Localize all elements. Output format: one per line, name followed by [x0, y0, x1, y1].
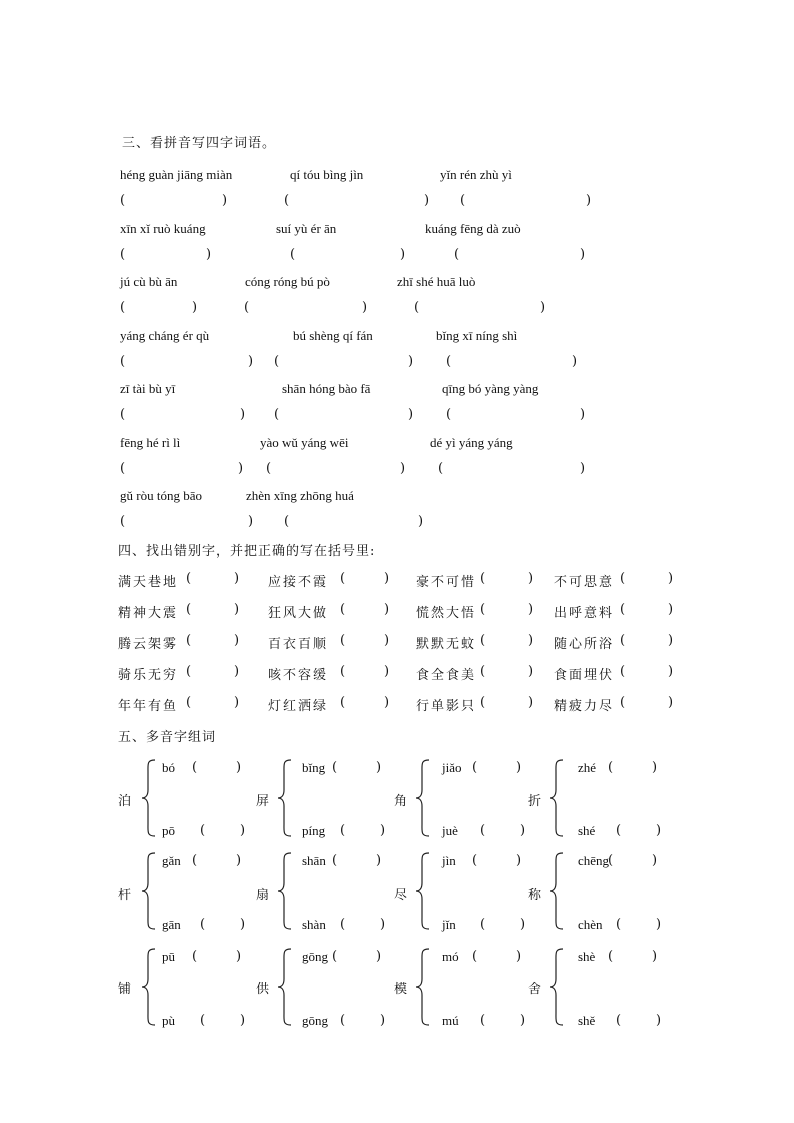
- answer-paren-open: (: [460, 193, 466, 208]
- answer-paren-close: ): [652, 949, 658, 964]
- idiom-item: 腾云架雾: [118, 637, 179, 652]
- answer-paren-close: ): [384, 633, 390, 648]
- reading-bottom: píng: [302, 823, 326, 838]
- answer-paren-open: (: [200, 1013, 206, 1028]
- answer-paren-open: (: [244, 300, 250, 315]
- answer-paren-close: ): [516, 949, 522, 964]
- answer-paren-open: (: [120, 514, 126, 529]
- section4-title: 四、找出错别字，并把正确的写在括号里:: [118, 544, 376, 559]
- idiom-item: 出呼意料: [554, 606, 615, 621]
- answer-paren-open: (: [340, 823, 346, 838]
- curly-brace-icon: [414, 851, 434, 931]
- answer-paren-close: ): [668, 664, 674, 679]
- answer-paren-open: (: [340, 695, 346, 710]
- answer-paren-close: ): [656, 917, 662, 932]
- answer-paren-open: (: [340, 602, 346, 617]
- answer-paren-close: ): [234, 571, 240, 586]
- answer-paren-open: (: [274, 353, 280, 369]
- answer-paren-open: (: [284, 514, 290, 529]
- answer-paren-open: (: [608, 853, 614, 868]
- answer-paren-close: ): [520, 1013, 526, 1028]
- idiom-item: 狂风大做: [268, 606, 329, 621]
- answer-paren-close: ): [222, 193, 228, 208]
- pinyin-prompt: bú shèng qí fán: [293, 327, 373, 343]
- reading-bottom: mú: [442, 1013, 459, 1028]
- answer-paren-close: ): [234, 664, 240, 679]
- answer-paren-close: ): [528, 695, 534, 710]
- answer-paren-open: (: [472, 949, 478, 964]
- pinyin-prompt: shān hóng bào fā: [282, 381, 371, 396]
- reading-top: bó: [162, 760, 175, 775]
- reading-bottom: jǐn: [442, 917, 456, 932]
- curly-brace-icon: [140, 851, 160, 931]
- answer-paren-open: (: [332, 853, 338, 868]
- reading-bottom: shé: [578, 823, 596, 838]
- curly-brace-icon: [140, 947, 160, 1027]
- answer-paren-open: (: [340, 664, 346, 679]
- reading-bottom: juè: [442, 823, 458, 838]
- section5-title: 五、多音字组词: [118, 730, 217, 745]
- answer-paren-close: ): [240, 1013, 246, 1028]
- answer-paren-open: (: [120, 407, 126, 422]
- answer-paren-close: ): [528, 571, 534, 586]
- curly-brace-icon: [276, 947, 296, 1027]
- answer-paren-open: (: [186, 571, 192, 586]
- answer-paren-open: (: [620, 602, 626, 617]
- reading-top: shè: [578, 949, 596, 964]
- answer-paren-close: ): [240, 823, 246, 838]
- idiom-item: 精疲力尽: [554, 699, 615, 714]
- polyphone-char: 供: [256, 982, 270, 997]
- polyphone-char: 模: [394, 982, 408, 997]
- reading-top: jìn: [442, 853, 456, 868]
- answer-paren-open: (: [120, 460, 126, 476]
- polyphone-char: 角: [394, 794, 408, 809]
- curly-brace-icon: [548, 758, 568, 838]
- answer-paren-open: (: [480, 602, 486, 617]
- pinyin-prompt: qí tóu bìng jìn: [290, 167, 364, 182]
- answer-paren-open: (: [454, 246, 460, 262]
- answer-paren-open: (: [192, 949, 198, 964]
- answer-paren-close: ): [408, 353, 414, 369]
- answer-paren-close: ): [376, 949, 382, 964]
- pinyin-prompt: zī tài bù yī: [120, 381, 176, 396]
- curly-brace-icon: [276, 851, 296, 931]
- answer-paren-close: ): [380, 1013, 386, 1028]
- answer-paren-open: (: [200, 917, 206, 932]
- answer-paren-open: (: [446, 407, 452, 422]
- answer-paren-close: ): [668, 695, 674, 710]
- answer-paren-open: (: [446, 353, 452, 369]
- answer-paren-close: ): [540, 300, 546, 315]
- answer-paren-close: ): [580, 246, 586, 262]
- curly-brace-icon: [414, 947, 434, 1027]
- reading-top: chēng: [578, 853, 610, 868]
- answer-paren-open: (: [620, 664, 626, 679]
- pinyin-prompt: suí yù ér ān: [276, 220, 337, 236]
- pinyin-prompt: fēng hé rì lì: [120, 434, 181, 450]
- polyphone-char: 舍: [528, 982, 542, 997]
- answer-paren-close: ): [580, 407, 586, 422]
- answer-paren-open: (: [620, 633, 626, 648]
- answer-paren-close: ): [652, 760, 658, 775]
- pinyin-prompt: cóng róng bú pò: [245, 274, 330, 289]
- answer-paren-open: (: [120, 353, 126, 369]
- answer-paren-open: (: [186, 695, 192, 710]
- curly-brace-icon: [548, 851, 568, 931]
- answer-paren-open: (: [438, 460, 444, 476]
- pinyin-prompt: xīn xǐ ruò kuáng: [120, 220, 206, 236]
- answer-paren-open: (: [480, 823, 486, 838]
- reading-top: gōng: [302, 949, 328, 964]
- reading-bottom: shě: [578, 1013, 596, 1028]
- answer-paren-close: ): [580, 460, 586, 476]
- idiom-item: 精神大震: [118, 606, 179, 621]
- polyphone-char: 扇: [256, 888, 270, 903]
- answer-paren-open: (: [616, 823, 622, 838]
- answer-paren-close: ): [248, 514, 254, 529]
- answer-paren-close: ): [652, 853, 658, 868]
- answer-paren-close: ): [516, 853, 522, 868]
- answer-paren-close: ): [376, 760, 382, 775]
- answer-paren-close: ): [362, 300, 368, 315]
- answer-paren-close: ): [240, 917, 246, 932]
- pinyin-prompt: bǐng xī níng shì: [436, 327, 518, 343]
- answer-paren-open: (: [332, 760, 338, 775]
- answer-paren-open: (: [192, 853, 198, 868]
- idiom-item: 灯红洒绿: [268, 699, 329, 714]
- pinyin-prompt: zhī shé huā luò: [397, 274, 476, 289]
- answer-paren-open: (: [480, 571, 486, 586]
- reading-top: jiǎo: [442, 760, 462, 775]
- reading-bottom: pù: [162, 1013, 175, 1028]
- answer-paren-open: (: [480, 1013, 486, 1028]
- idiom-item: 年年有鱼: [118, 699, 179, 714]
- idiom-item: 满天巷地: [118, 575, 179, 590]
- answer-paren-open: (: [620, 571, 626, 586]
- answer-paren-open: (: [620, 695, 626, 710]
- curly-brace-icon: [414, 758, 434, 838]
- answer-paren-close: ): [528, 664, 534, 679]
- answer-paren-close: ): [418, 514, 424, 529]
- answer-paren-close: ): [380, 823, 386, 838]
- answer-paren-open: (: [200, 823, 206, 838]
- answer-paren-close: ): [236, 853, 242, 868]
- pinyin-prompt: yǐn rén zhù yì: [440, 167, 512, 182]
- idiom-item: 食面埋伏: [554, 668, 615, 683]
- answer-paren-open: (: [120, 300, 126, 315]
- curly-brace-icon: [276, 758, 296, 838]
- answer-paren-close: ): [384, 571, 390, 586]
- pinyin-prompt: dé yì yáng yáng: [430, 434, 513, 450]
- answer-paren-open: (: [472, 853, 478, 868]
- polyphone-char: 泊: [118, 794, 132, 809]
- pinyin-prompt: qīng bó yàng yàng: [442, 381, 539, 396]
- idiom-item: 豪不可惜: [416, 575, 477, 590]
- pinyin-prompt: gǔ ròu tóng bāo: [120, 488, 202, 503]
- answer-paren-open: (: [608, 760, 614, 775]
- pinyin-prompt: yáng cháng ér qù: [120, 327, 210, 343]
- answer-paren-open: (: [120, 246, 126, 262]
- curly-brace-icon: [548, 947, 568, 1027]
- answer-paren-open: (: [186, 664, 192, 679]
- answer-paren-close: ): [236, 760, 242, 775]
- answer-paren-open: (: [340, 571, 346, 586]
- reading-top: pū: [162, 949, 175, 964]
- polyphone-char: 称: [528, 888, 542, 903]
- answer-paren-close: ): [668, 571, 674, 586]
- answer-paren-close: ): [516, 760, 522, 775]
- polyphone-char: 尽: [394, 888, 408, 903]
- idiom-item: 行单影只: [416, 699, 477, 714]
- idiom-item: 咳不容缓: [268, 668, 329, 683]
- answer-paren-open: (: [186, 633, 192, 648]
- answer-paren-close: ): [236, 949, 242, 964]
- answer-paren-close: ): [206, 246, 212, 262]
- answer-paren-close: ): [668, 602, 674, 617]
- idiom-item: 食全食美: [416, 668, 477, 683]
- answer-paren-close: ): [240, 407, 246, 422]
- answer-paren-close: ): [384, 664, 390, 679]
- answer-paren-open: (: [290, 246, 296, 262]
- answer-paren-close: ): [656, 1013, 662, 1028]
- answer-paren-close: ): [586, 193, 592, 208]
- answer-paren-close: ): [376, 853, 382, 868]
- answer-paren-open: (: [616, 917, 622, 932]
- reading-top: zhé: [578, 760, 597, 775]
- answer-paren-close: ): [408, 407, 414, 422]
- reading-bottom: shàn: [302, 917, 326, 932]
- answer-paren-close: ): [520, 823, 526, 838]
- idiom-item: 不可思意: [554, 575, 615, 590]
- polyphone-char: 屏: [256, 794, 270, 809]
- answer-paren-open: (: [332, 949, 338, 964]
- answer-paren-open: (: [616, 1013, 622, 1028]
- answer-paren-open: (: [608, 949, 614, 964]
- idiom-item: 随心所浴: [554, 637, 615, 652]
- answer-paren-close: ): [572, 353, 578, 369]
- answer-paren-close: ): [248, 353, 254, 369]
- pinyin-prompt: zhèn xīng zhōng huá: [246, 488, 354, 503]
- answer-paren-close: ): [400, 246, 406, 262]
- section3-title: 三、看拼音写四字词语。: [122, 136, 277, 151]
- curly-brace-icon: [140, 758, 160, 838]
- pinyin-prompt: yào wǔ yáng wēi: [260, 434, 349, 450]
- reading-top: shān: [302, 853, 326, 868]
- pinyin-prompt: kuáng fēng dà zuò: [425, 220, 521, 236]
- answer-paren-close: ): [384, 695, 390, 710]
- answer-paren-open: (: [120, 193, 126, 208]
- answer-paren-open: (: [192, 760, 198, 775]
- reading-top: bǐng: [302, 760, 326, 775]
- pinyin-prompt: héng guàn jiāng miàn: [120, 167, 233, 182]
- answer-paren-close: ): [528, 602, 534, 617]
- polyphone-char: 折: [528, 794, 542, 809]
- idiom-item: 百衣百顺: [268, 637, 329, 652]
- reading-top: mó: [442, 949, 459, 964]
- answer-paren-open: (: [186, 602, 192, 617]
- pinyin-prompt: jú cù bù ān: [120, 274, 178, 289]
- reading-bottom: chèn: [578, 917, 603, 932]
- idiom-item: 应接不霞: [268, 575, 329, 590]
- answer-paren-open: (: [266, 460, 272, 476]
- answer-paren-open: (: [340, 1013, 346, 1028]
- idiom-item: 默默无蚊: [416, 637, 477, 652]
- answer-paren-close: ): [520, 917, 526, 932]
- answer-paren-open: (: [284, 193, 290, 208]
- answer-paren-close: ): [528, 633, 534, 648]
- answer-paren-close: ): [380, 917, 386, 932]
- answer-paren-open: (: [480, 633, 486, 648]
- answer-paren-open: (: [480, 695, 486, 710]
- answer-paren-close: ): [384, 602, 390, 617]
- answer-paren-close: ): [668, 633, 674, 648]
- answer-paren-close: ): [424, 193, 430, 208]
- reading-bottom: gōng: [302, 1013, 328, 1028]
- answer-paren-open: (: [414, 300, 420, 315]
- reading-bottom: gān: [162, 917, 181, 932]
- reading-top: gǎn: [162, 853, 181, 868]
- answer-paren-close: ): [238, 460, 244, 476]
- answer-paren-open: (: [340, 633, 346, 648]
- idiom-item: 慌然大悟: [416, 606, 477, 621]
- polyphone-char: 杆: [118, 888, 132, 903]
- answer-paren-close: ): [234, 602, 240, 617]
- answer-paren-open: (: [480, 664, 486, 679]
- answer-paren-open: (: [472, 760, 478, 775]
- answer-paren-close: ): [656, 823, 662, 838]
- reading-bottom: pō: [162, 823, 175, 838]
- answer-paren-open: (: [274, 407, 280, 422]
- answer-paren-close: ): [400, 460, 406, 476]
- answer-paren-open: (: [340, 917, 346, 932]
- answer-paren-close: ): [234, 695, 240, 710]
- answer-paren-open: (: [480, 917, 486, 932]
- answer-paren-close: ): [192, 300, 198, 315]
- answer-paren-close: ): [234, 633, 240, 648]
- polyphone-char: 铺: [118, 982, 132, 997]
- idiom-item: 骑乐无穷: [118, 668, 179, 683]
